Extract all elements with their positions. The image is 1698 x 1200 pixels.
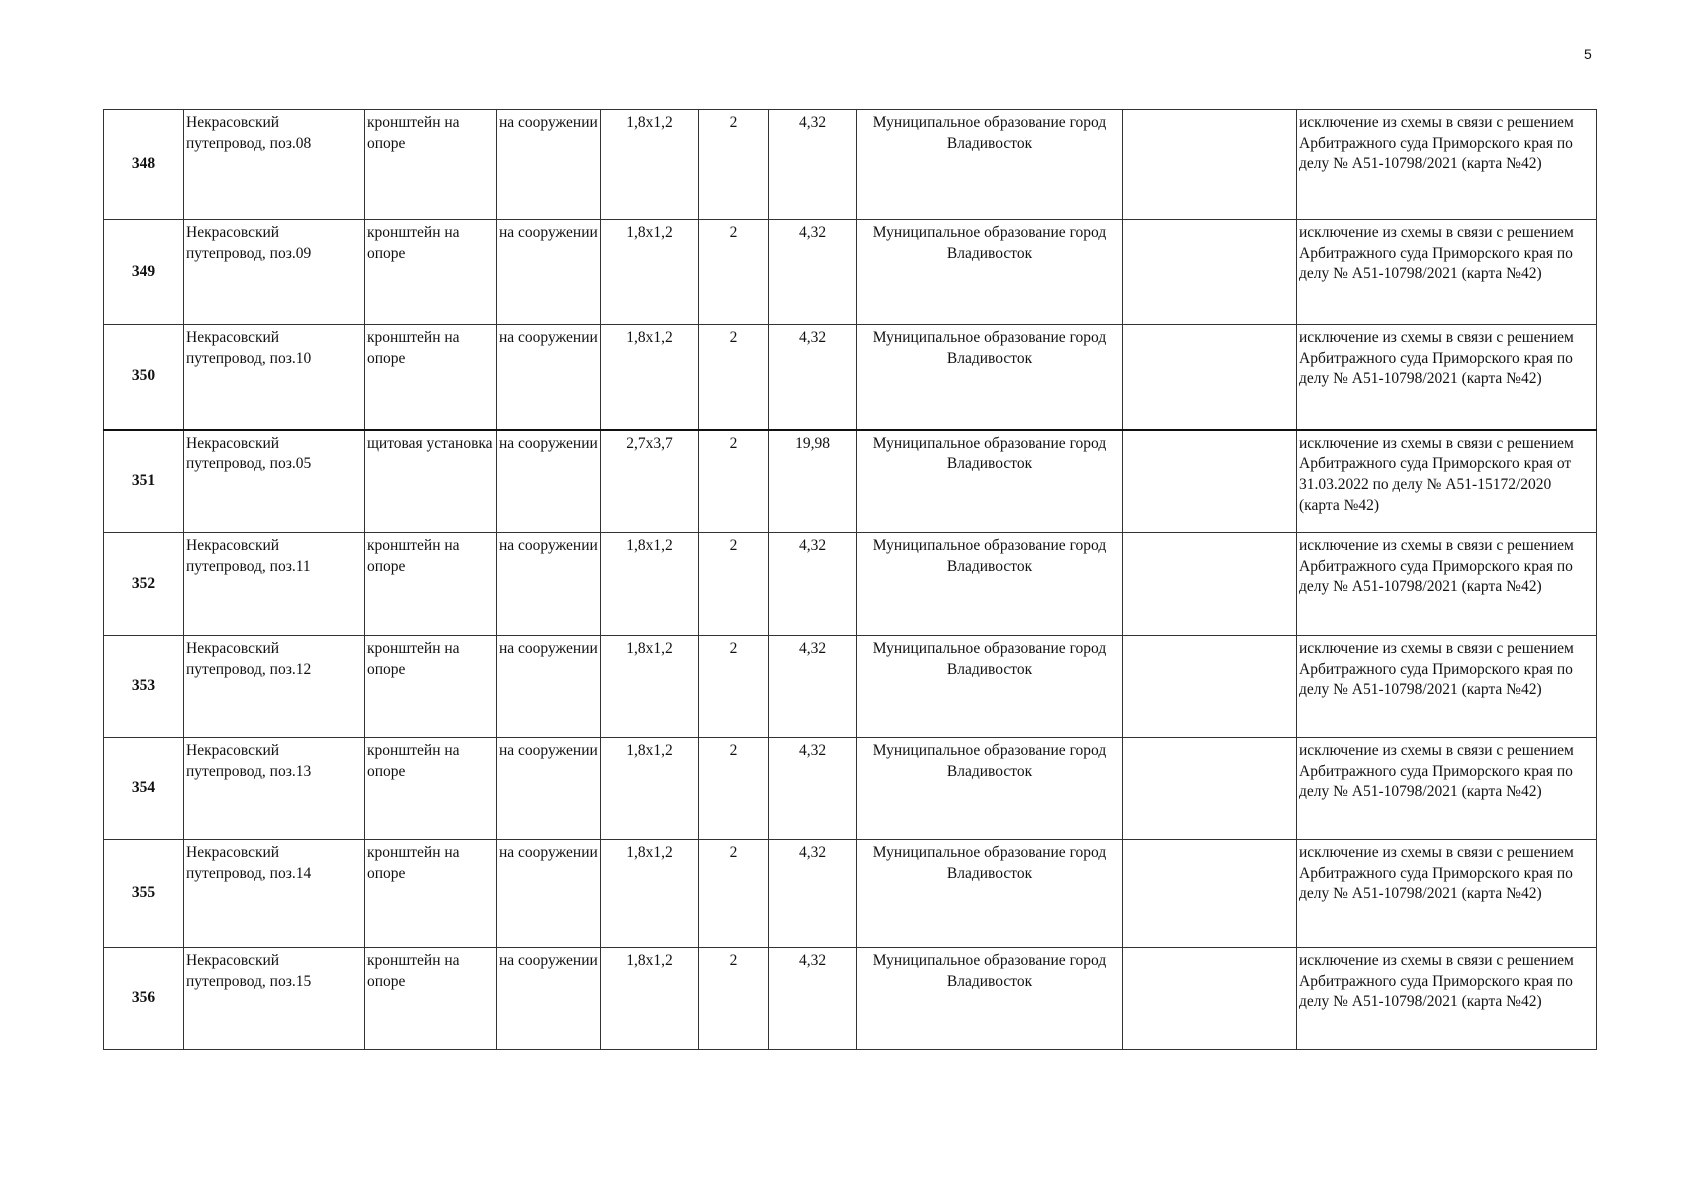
row-number: 352: [104, 533, 184, 636]
blank-cell: [1123, 840, 1297, 948]
table-row: [104, 325, 1597, 430]
owner-cell: Муниципальное образование город Владивосток: [857, 738, 1123, 840]
owner-cell: Муниципальное образование город Владивосток: [857, 533, 1123, 636]
sides-cell: 2: [699, 430, 769, 533]
row-number: 348: [104, 110, 184, 220]
table-row: [104, 738, 1597, 840]
owner-cell: Муниципальное образование город Владивосток: [857, 220, 1123, 325]
note-cell: исключение из схемы в связи с решением Арбитражного суда Приморского края по делу № А51-10798/2021 (карта №42): [1297, 220, 1597, 325]
row-number: 354: [104, 738, 184, 840]
note-cell: исключение из схемы в связи с решением Арбитражного суда Приморского края от 31.03.2022 по делу № А51-15172/2020 (карта №42): [1297, 430, 1597, 533]
owner-cell: Муниципальное образование город Владивосток: [857, 430, 1123, 533]
placement-cell: на сооружении: [497, 840, 601, 948]
blank-cell: [1123, 220, 1297, 325]
note-cell: исключение из схемы в связи с решением Арбитражного суда Приморского края по делу № А51-10798/2021 (карта №42): [1297, 325, 1597, 430]
blank-cell: [1123, 325, 1297, 430]
note-cell: исключение из схемы в связи с решением Арбитражного суда Приморского края по делу № А51-10798/2021 (карта №42): [1297, 840, 1597, 948]
owner-cell: Муниципальное образование город Владивосток: [857, 948, 1123, 1050]
area-cell: 4,32: [769, 636, 857, 738]
size-cell: 1,8x1,2: [601, 533, 699, 636]
row-number: 353: [104, 636, 184, 738]
note-cell: исключение из схемы в связи с решением Арбитражного суда Приморского края по делу № А51-10798/2021 (карта №42): [1297, 533, 1597, 636]
size-cell: 1,8x1,2: [601, 325, 699, 430]
location-cell: Некрасовский путепровод, поз.10: [184, 325, 365, 430]
blank-cell: [1123, 533, 1297, 636]
size-cell: 1,8x1,2: [601, 636, 699, 738]
location-cell: Некрасовский путепровод, поз.15: [184, 948, 365, 1050]
sides-cell: 2: [699, 220, 769, 325]
table-row: [104, 840, 1597, 948]
sides-cell: 2: [699, 840, 769, 948]
type-cell: кронштейн на опоре: [365, 533, 497, 636]
size-cell: 1,8x1,2: [601, 220, 699, 325]
row-number: 351: [104, 430, 184, 533]
area-cell: 4,32: [769, 738, 857, 840]
row-number: 355: [104, 840, 184, 948]
type-cell: кронштейн на опоре: [365, 325, 497, 430]
sides-cell: 2: [699, 533, 769, 636]
size-cell: 1,8x1,2: [601, 110, 699, 220]
type-cell: щитовая установка: [365, 430, 497, 533]
note-cell: исключение из схемы в связи с решением Арбитражного суда Приморского края по делу № А51-10798/2021 (карта №42): [1297, 738, 1597, 840]
location-cell: Некрасовский путепровод, поз.13: [184, 738, 365, 840]
sides-cell: 2: [699, 325, 769, 430]
placement-cell: на сооружении: [497, 636, 601, 738]
placement-cell: на сооружении: [497, 948, 601, 1050]
location-cell: Некрасовский путепровод, поз.05: [184, 430, 365, 533]
type-cell: кронштейн на опоре: [365, 738, 497, 840]
blank-cell: [1123, 110, 1297, 220]
table-row: [104, 533, 1597, 636]
location-cell: Некрасовский путепровод, поз.12: [184, 636, 365, 738]
location-cell: Некрасовский путепровод, поз.09: [184, 220, 365, 325]
location-cell: Некрасовский путепровод, поз.08: [184, 110, 365, 220]
table-row: [104, 636, 1597, 738]
note-cell: исключение из схемы в связи с решением Арбитражного суда Приморского края по делу № А51-10798/2021 (карта №42): [1297, 948, 1597, 1050]
size-cell: 1,8x1,2: [601, 840, 699, 948]
blank-cell: [1123, 430, 1297, 533]
size-cell: 1,8x1,2: [601, 738, 699, 840]
sides-cell: 2: [699, 738, 769, 840]
placement-cell: на сооружении: [497, 533, 601, 636]
owner-cell: Муниципальное образование город Владивосток: [857, 110, 1123, 220]
placement-cell: на сооружении: [497, 110, 601, 220]
location-cell: Некрасовский путепровод, поз.11: [184, 533, 365, 636]
table-row: [104, 948, 1597, 1050]
owner-cell: Муниципальное образование город Владивосток: [857, 840, 1123, 948]
owner-cell: Муниципальное образование город Владивосток: [857, 636, 1123, 738]
placement-cell: на сооружении: [497, 430, 601, 533]
type-cell: кронштейн на опоре: [365, 110, 497, 220]
placement-cell: на сооружении: [497, 220, 601, 325]
area-cell: 19,98: [769, 430, 857, 533]
size-cell: 2,7x3,7: [601, 430, 699, 533]
note-cell: исключение из схемы в связи с решением Арбитражного суда Приморского края по делу № А51-10798/2021 (карта №42): [1297, 110, 1597, 220]
sides-cell: 2: [699, 948, 769, 1050]
type-cell: кронштейн на опоре: [365, 840, 497, 948]
area-cell: 4,32: [769, 110, 857, 220]
table-row: [104, 220, 1597, 325]
row-number: 349: [104, 220, 184, 325]
type-cell: кронштейн на опоре: [365, 220, 497, 325]
type-cell: кронштейн на опоре: [365, 636, 497, 738]
note-cell: исключение из схемы в связи с решением Арбитражного суда Приморского края по делу № А51-10798/2021 (карта №42): [1297, 636, 1597, 738]
sides-cell: 2: [699, 636, 769, 738]
billboard-table: [103, 109, 1597, 1050]
table-row: [104, 110, 1597, 220]
page-number: 5: [1584, 46, 1592, 62]
area-cell: 4,32: [769, 840, 857, 948]
type-cell: кронштейн на опоре: [365, 948, 497, 1050]
area-cell: 4,32: [769, 948, 857, 1050]
area-cell: 4,32: [769, 220, 857, 325]
placement-cell: на сооружении: [497, 738, 601, 840]
placement-cell: на сооружении: [497, 325, 601, 430]
area-cell: 4,32: [769, 533, 857, 636]
area-cell: 4,32: [769, 325, 857, 430]
blank-cell: [1123, 636, 1297, 738]
size-cell: 1,8x1,2: [601, 948, 699, 1050]
sides-cell: 2: [699, 110, 769, 220]
row-number: 350: [104, 325, 184, 430]
row-number: 356: [104, 948, 184, 1050]
blank-cell: [1123, 738, 1297, 840]
table-row: [104, 430, 1597, 533]
owner-cell: Муниципальное образование город Владивосток: [857, 325, 1123, 430]
location-cell: Некрасовский путепровод, поз.14: [184, 840, 365, 948]
blank-cell: [1123, 948, 1297, 1050]
